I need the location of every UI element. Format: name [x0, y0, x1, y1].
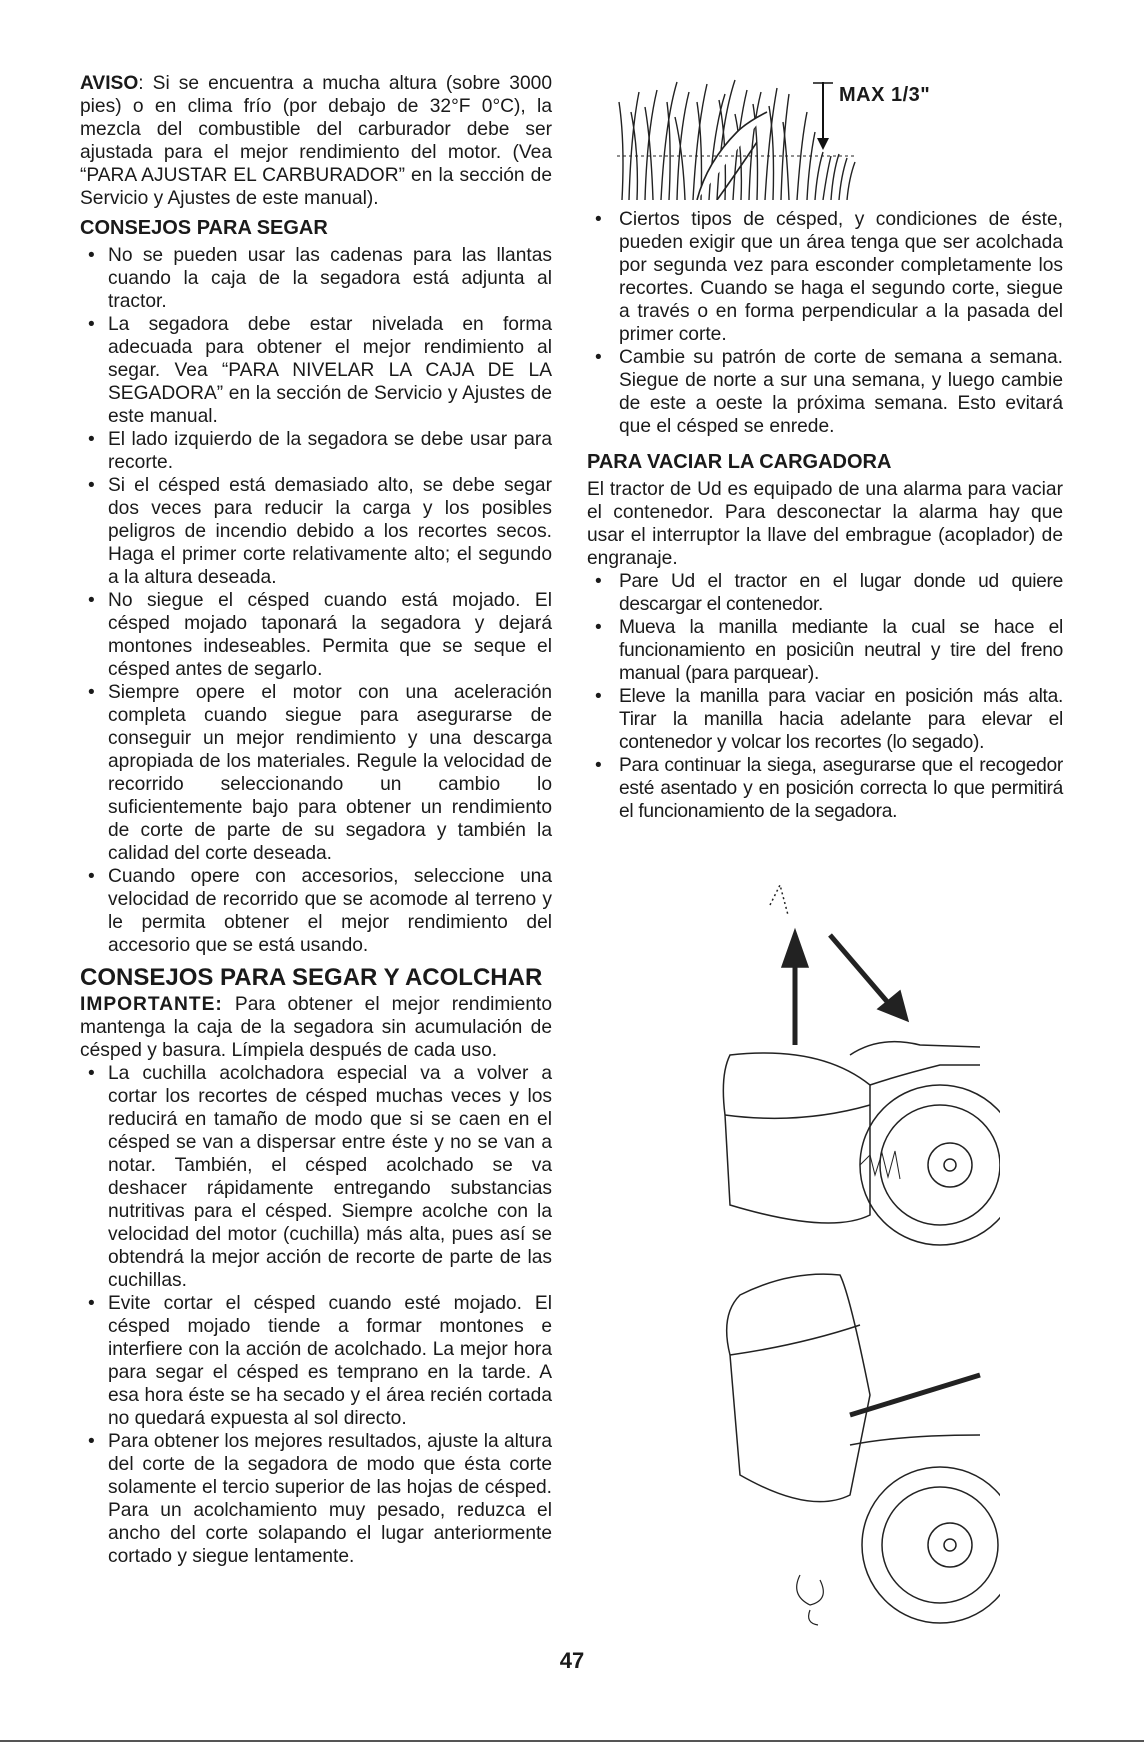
heading-vaciar: PARA VACIAR LA CARGADORA — [587, 451, 892, 473]
aviso-paragraph — [80, 72, 552, 210]
bagger-dump-illustration — [700, 875, 1000, 1635]
list-item: • Siempre opere el motor con una aceleración completa cuando siegue para asegurarse de conseguir un mejor rendimiento y una descarga apropiada de los materiales. Regule la velocidad de recorrido seleccionando un cambio lo suficientemente bajo para obtener un rendimiento de corte de parte de su segadora y también la calidad del corte deseada. — [88, 682, 552, 864]
bullet-icon: • — [88, 590, 95, 611]
bullet-icon: • — [88, 1431, 95, 1452]
heading-consejos-segar: CONSEJOS PARA SEGAR — [80, 217, 328, 239]
list-item: • Si el césped está demasiado alto, se debe segar dos veces para reducir la carga y los posibles peligros de incendio debido a los recortes secos. Haga el primer corte relativamente alto; el segundo a la altura deseada. — [88, 475, 552, 588]
bullet-icon: • — [88, 866, 95, 887]
bullet-icon: • — [595, 209, 602, 230]
list-item: • Cuando opere con accesorios, seleccione una velocidad de recorrido que se acomode al terreno y le permita obtener el mejor rendimiento del accesorio que se está usando. — [88, 866, 552, 956]
importante-lead: IMPORTANTE: — [80, 994, 223, 1015]
importante-text: Para obtener el mejor rendimiento mantenga la caja de la segadora sin acumulación de césped y basura. Límpiela después de cada uso. — [80, 994, 552, 1061]
list-item: • No se pueden usar las cadenas para las llantas cuando la caja de la segadora está adjunta al tractor. — [88, 245, 552, 312]
bottom-divider — [0, 1740, 1144, 1742]
height-arrow-icon — [813, 82, 833, 152]
list-item: • Evite cortar el césped cuando esté mojado. El césped mojado tiende a formar montones e interfiere con la acción de acolchado. La mejor hora para segar el césped es temprano en la tarde. A esa hora éste se ha secado y el área recién cortada no quedará expuesta al sol directo. — [88, 1293, 552, 1429]
left-column — [80, 72, 552, 1568]
bullet-icon: • — [88, 682, 95, 703]
list-item: • La cuchilla acolchadora especial va a volver a cortar los recortes de césped muchas veces y los reducirá en tamaño de modo que si se caen en el césped se van a dispersar entre éste y no se van a notar. También, el césped acolchado se va deshacer rápidamente entregando substancias nutritivas para el césped. Siempre acolche con la velocidad del motor (cuchilla) más alta, pues así se obtendrá la mejor acción de recorte de parte de las cuchillas. — [88, 1063, 552, 1291]
importante-paragraph — [80, 993, 552, 1062]
list-item: • Para continuar la siega, asegurarse que el recogedor esté asentado y en posición correcta lo que permitirá el funcionamiento de la segadora. — [595, 755, 1063, 822]
list-item: • Cambie su patrón de corte de semana a semana. Siegue de norte a sur una semana, y luego cambie de este a oeste la próxima semana. Esto evitará que el césped se enrede. — [595, 347, 1063, 437]
bagger-illustration — [700, 875, 1000, 1635]
list-item: • El lado izquierdo de la segadora se debe usar para recorte. — [88, 429, 552, 473]
aviso-text: : Si se encuentra a mucha altura (sobre 3000 pies) o en clima frío (por debajo de 32°F 0°C), la mezcla del combustible del carburador debe ser ajustada para el mejor rendimiento del motor. (Vea “PARA AJUSTAR EL CARBURADOR” en la sección de Servicio y Ajustes de este manual). — [80, 73, 552, 209]
bullet-icon: • — [88, 1293, 95, 1314]
consejos-acolchar-list — [80, 1062, 552, 1568]
list-item: • La segadora debe estar nivelada en forma adecuada para obtener el mejor rendimiento al segar. Vea “PARA NIVELAR LA CAJA DE LA SEGADORA” en la sección de Servicio y Ajustes de este manual. — [88, 314, 552, 427]
vaciar-intro: El tractor de Ud es equipado de una alarma para vaciar el contenedor. Para desconectar la alarma hay que usar el interruptor la llave del embrague (acoplador) de engranaje. — [587, 479, 1063, 569]
max-height-label: MAX 1/3" — [839, 84, 931, 106]
bullet-icon: • — [88, 314, 95, 335]
page-number: 47 — [559, 1648, 585, 1673]
aviso-lead: AVISO — [80, 73, 139, 94]
bullet-icon: • — [88, 429, 95, 450]
consejos-segar-list — [80, 244, 552, 957]
bullet-icon: • — [595, 571, 602, 592]
list-item: • Pare Ud el tractor en el lugar donde ud quiere descargar el contenedor. — [595, 571, 1063, 615]
bullet-icon: • — [595, 755, 602, 776]
right-column — [587, 72, 1063, 823]
bullet-icon: • — [88, 475, 95, 496]
list-item: • Ciertos tipos de césped, y condiciones de éste, pueden exigir que un área tenga que ser acolchada por segunda vez para esconder completamente los recortes. Cuando se haga el segundo corte, siegue a través o en forma perpendicular a la pasada del primer corte. — [595, 209, 1063, 345]
bullet-icon: • — [595, 617, 602, 638]
bullet-icon: • — [88, 245, 95, 266]
bullet-icon: • — [595, 686, 602, 707]
bullet-icon: • — [88, 1063, 95, 1084]
list-item: • Mueva la manilla mediante la cual se hace el funcionamiento en posiciûn neutral y tire del freno manual (para parquear). — [595, 617, 1063, 684]
grass-height-figure — [587, 72, 1063, 202]
list-item: • No siegue el césped cuando está mojado. El césped mojado taponará la segadora y dejará montones indeseables. Permita que se seque el césped antes de segarlo. — [88, 590, 552, 680]
bullet-icon: • — [595, 347, 602, 368]
acolchar-cont-list — [587, 208, 1063, 438]
list-item: • Para obtener los mejores resultados, ajuste la altura del corte de la segadora de modo que ésta corte solamente el tercio superior de las hojas de césped. Para un acolchamiento muy pesado, reduzca el ancho del corte solapando el lugar anteriormente cortado y siegue lentamente. — [88, 1431, 552, 1567]
vaciar-list — [587, 570, 1063, 823]
heading-consejos-acolchar: CONSEJOS PARA SEGAR Y ACOLCHAR — [80, 964, 543, 991]
list-item: • Eleve la manilla para vaciar en posición más alta. Tirar la manilla hacia adelante para elevar el contenedor y volcar los recortes (lo segado). — [595, 686, 1063, 753]
